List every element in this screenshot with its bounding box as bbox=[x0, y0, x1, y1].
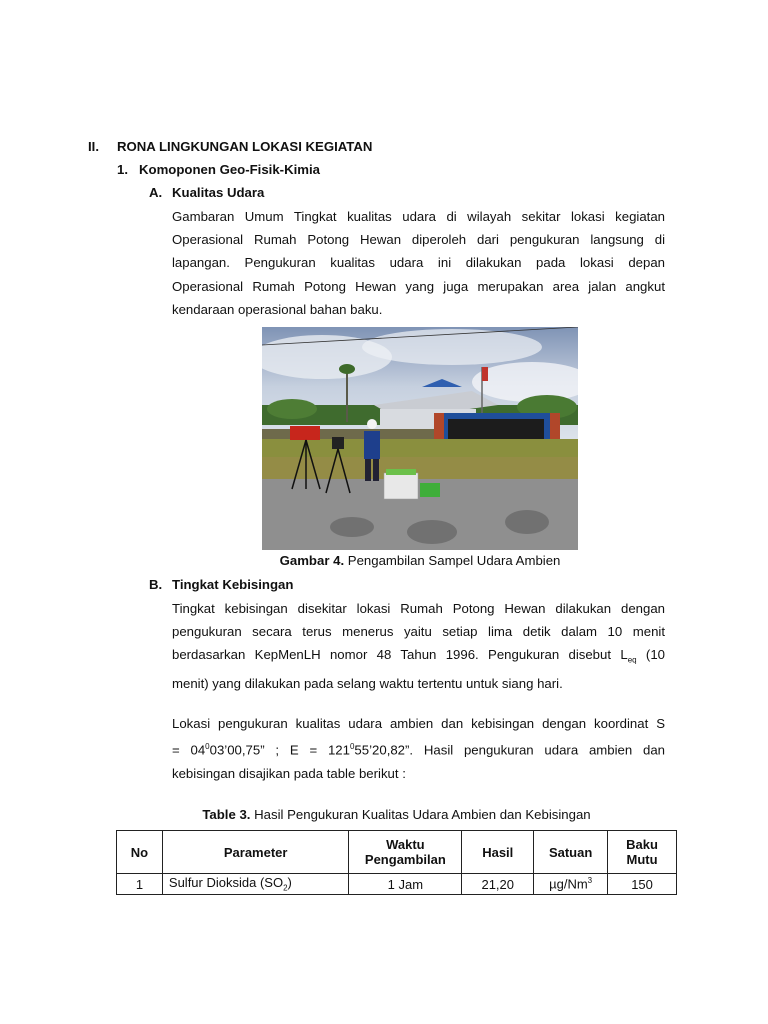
paragraph-line: lapangan. Pengukuran kualitas udara ini dilakukan pada lokasi depan bbox=[172, 255, 665, 271]
coord-text: 55’20,82”. Hasil pengukuran udara ambien dan bbox=[354, 742, 665, 758]
part-a-letter: A. bbox=[149, 185, 163, 200]
paragraph-line: kendaraan operasional bahan baku. bbox=[172, 301, 383, 317]
part-a-paragraph bbox=[172, 205, 665, 321]
paragraph-line: kebisingan disajikan pada table berikut : bbox=[172, 765, 406, 781]
param-text: Sulfur Dioksida (SO bbox=[168, 875, 284, 891]
part-b-letter: B. bbox=[149, 577, 163, 592]
paragraph-line: pengukuran secara terus menerus yaitu setiap lima detik dalam 10 menit bbox=[172, 624, 665, 640]
table-row bbox=[117, 874, 677, 895]
subsection-title: Komoponen Geo-Fisik-Kimia bbox=[139, 162, 320, 177]
unit-superscript: 3 bbox=[587, 876, 593, 886]
part-b-title: Tingkat Kebisingan bbox=[172, 577, 294, 592]
part-a-title: Kualitas Udara bbox=[172, 185, 265, 200]
part-b-paragraph-1 bbox=[172, 597, 665, 695]
paragraph-line: Gambaran Umum Tingkat kualitas udara di wilayah sekitar lokasi kegiatan bbox=[172, 209, 665, 224]
leq-text-post: (10 bbox=[636, 647, 665, 663]
header-waktu: Waktu Pengambilan bbox=[349, 831, 462, 874]
paragraph-line bbox=[172, 643, 665, 672]
header-no: No bbox=[117, 831, 163, 874]
degree-sup: 0 bbox=[205, 742, 210, 752]
leq-text-pre: berdasarkan KepMenLH nomor 48 Tahun 1996. Pengukuran disebut L bbox=[172, 647, 628, 663]
section-title: RONA LINGKUNGAN LOKASI KEGIATAN bbox=[117, 139, 373, 154]
param-subscript: 2 bbox=[283, 883, 288, 893]
technician bbox=[364, 431, 380, 459]
section-numeral: II. bbox=[88, 139, 99, 154]
figure-caption-text: Pengambilan Sampel Udara Ambien bbox=[344, 553, 561, 568]
unit-text: µg/Nm bbox=[549, 876, 588, 892]
table-caption-text: Hasil Pengukuran Kualitas Udara Ambien dan Kebisingan bbox=[250, 807, 591, 822]
sampler-device bbox=[290, 426, 320, 440]
header-hasil: Hasil bbox=[462, 831, 534, 874]
table-label: Table 3. bbox=[202, 807, 251, 822]
table-header-row bbox=[117, 831, 677, 874]
photo-illustration bbox=[262, 327, 578, 550]
paragraph-line: Operasional Rumah Potong Hewan yang juga merupakan area jalan angkut bbox=[172, 278, 665, 294]
param-text: ) bbox=[287, 875, 292, 891]
table-caption bbox=[116, 807, 677, 822]
paragraph-line: menit) yang dilakukan pada selang waktu tertentu untuk siang hari. bbox=[172, 676, 563, 692]
measurement-table bbox=[116, 830, 677, 895]
degree-sup: 0 bbox=[349, 742, 355, 752]
subsection-number: 1. bbox=[117, 162, 128, 177]
air-sampling-photo bbox=[262, 327, 578, 550]
cell-no: 1 bbox=[117, 874, 163, 895]
cell-waktu: 1 Jam bbox=[349, 874, 462, 895]
paragraph-line: Operasional Rumah Potong Hewan diperoleh dari pengukuran langsung di bbox=[172, 232, 665, 248]
coord-text: = 04 bbox=[172, 742, 206, 758]
coord-text: 03’00,75” ; E = 121 bbox=[209, 742, 350, 758]
coordinate-line bbox=[172, 735, 665, 762]
cell-satuan bbox=[534, 874, 608, 895]
cell-parameter bbox=[162, 874, 349, 895]
paragraph-line: Lokasi pengukuran kualitas udara ambien dan kebisingan dengan koordinat S bbox=[172, 716, 665, 731]
cell-hasil: 21,20 bbox=[462, 874, 534, 895]
cell-baku-mutu: 150 bbox=[608, 874, 677, 895]
part-b-paragraph-2 bbox=[172, 712, 665, 785]
figure-caption bbox=[262, 553, 578, 568]
figure-label: Gambar 4. bbox=[279, 553, 345, 568]
header-parameter: Parameter bbox=[162, 831, 349, 874]
paragraph-line: Tingkat kebisingan disekitar lokasi Rumah Potong Hewan dilakukan dengan bbox=[172, 601, 665, 616]
leq-subscript: eq bbox=[627, 656, 637, 666]
header-satuan: Satuan bbox=[534, 831, 608, 874]
header-baku-mutu: Baku Mutu bbox=[608, 831, 677, 874]
